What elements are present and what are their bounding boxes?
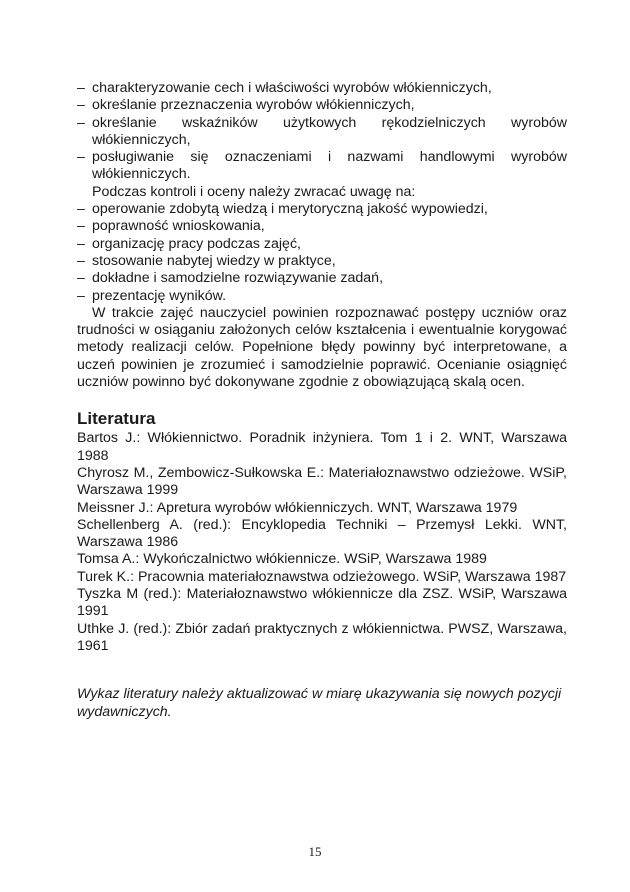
list-item: – określanie wskaźników użytkowych rękodzielniczych wyrobów włókienniczych, xyxy=(77,115,567,150)
list-item: – określanie przeznaczenia wyrobów włókienniczych, xyxy=(77,97,567,114)
bibliography-entry: Bartos J.: Włókiennictwo. Poradnik inżyniera. Tom 1 i 2. WNT, Warszawa 1988 xyxy=(77,430,567,464)
skills-list xyxy=(77,80,567,184)
assessment-criteria-list xyxy=(77,201,567,305)
list-item: – operowanie zdobytą wiedzą i merytoryczną jakość wypowiedzi, xyxy=(77,201,567,218)
bibliography-entry: Turek K.: Pracownia materiałoznawstwa odzieżowego. WSiP, Warszawa 1987 xyxy=(77,568,567,585)
literature-note: Wykaz literatury należy aktualizować w miarę ukazywania się nowych pozycji wydawniczych. xyxy=(77,686,562,720)
bibliography-entry: Chyrosz M., Zembowicz-Sułkowska E.: Materiałoznawstwo odzieżowe. WSiP, Warszawa 1999 xyxy=(77,464,567,499)
bibliography-entry: Tomsa A.: Wykończalnictwo włókiennicze. WSiP, Warszawa 1989 xyxy=(77,551,487,568)
list-item: – stosowanie nabytej wiedzy w praktyce, xyxy=(77,253,567,270)
list-item: – prezentację wyników. xyxy=(77,288,567,305)
bibliography-entry: Schellenberg A. (red.): Encyklopedia Techniki – Przemysł Lekki. WNT, Warszawa 1986 xyxy=(77,516,567,551)
bibliography-list xyxy=(77,430,567,655)
bibliography-entry: Tyszka M (red.): Materiałoznawstwo włókiennicze dla ZSZ. WSiP, Warszawa 1991 xyxy=(77,586,567,620)
list-item: – charakteryzowanie cech i właściwości wyrobów włókienniczych, xyxy=(77,80,567,97)
list-item: – organizację pracy podczas zajęć, xyxy=(77,236,567,253)
assessment-paragraph: W trakcie zajęć nauczyciel powinien rozpoznawać postępy uczniów oraz trudności w osiąganiu założonych celów kształcenia i ewentualnie korygować metody realizacji celów. Popełnione błędy powinny być interpretowane, a uczeń powinien je zrozumieć i samodzielnie poprawić. Ocenianie osiągnięć uczniów powinno być dokonywane zgodnie z obowiązującą skalą ocen. xyxy=(77,304,567,391)
control-intro: Podczas kontroli i oceny należy zwracać uwagę na: xyxy=(92,183,416,200)
page-number: 15 xyxy=(308,844,322,859)
list-item: – dokładne i samodzielne rozwiązywanie zadań, xyxy=(77,270,567,287)
list-item: – posługiwanie się oznaczeniami i nazwami handlowymi wyrobów włókienniczych. xyxy=(77,149,567,184)
bibliography-entry: Meissner J.: Apretura wyrobów włókienniczych. WNT, Warszawa 1979 xyxy=(77,499,518,516)
page-content xyxy=(77,80,567,721)
list-item: – poprawność wnioskowania, xyxy=(77,218,567,235)
literature-heading: Literatura xyxy=(77,409,156,429)
bibliography-entry: Uthke J. (red.): Zbiór zadań praktycznych z włókiennictwa. PWSZ, Warszawa, 1961 xyxy=(77,620,567,654)
